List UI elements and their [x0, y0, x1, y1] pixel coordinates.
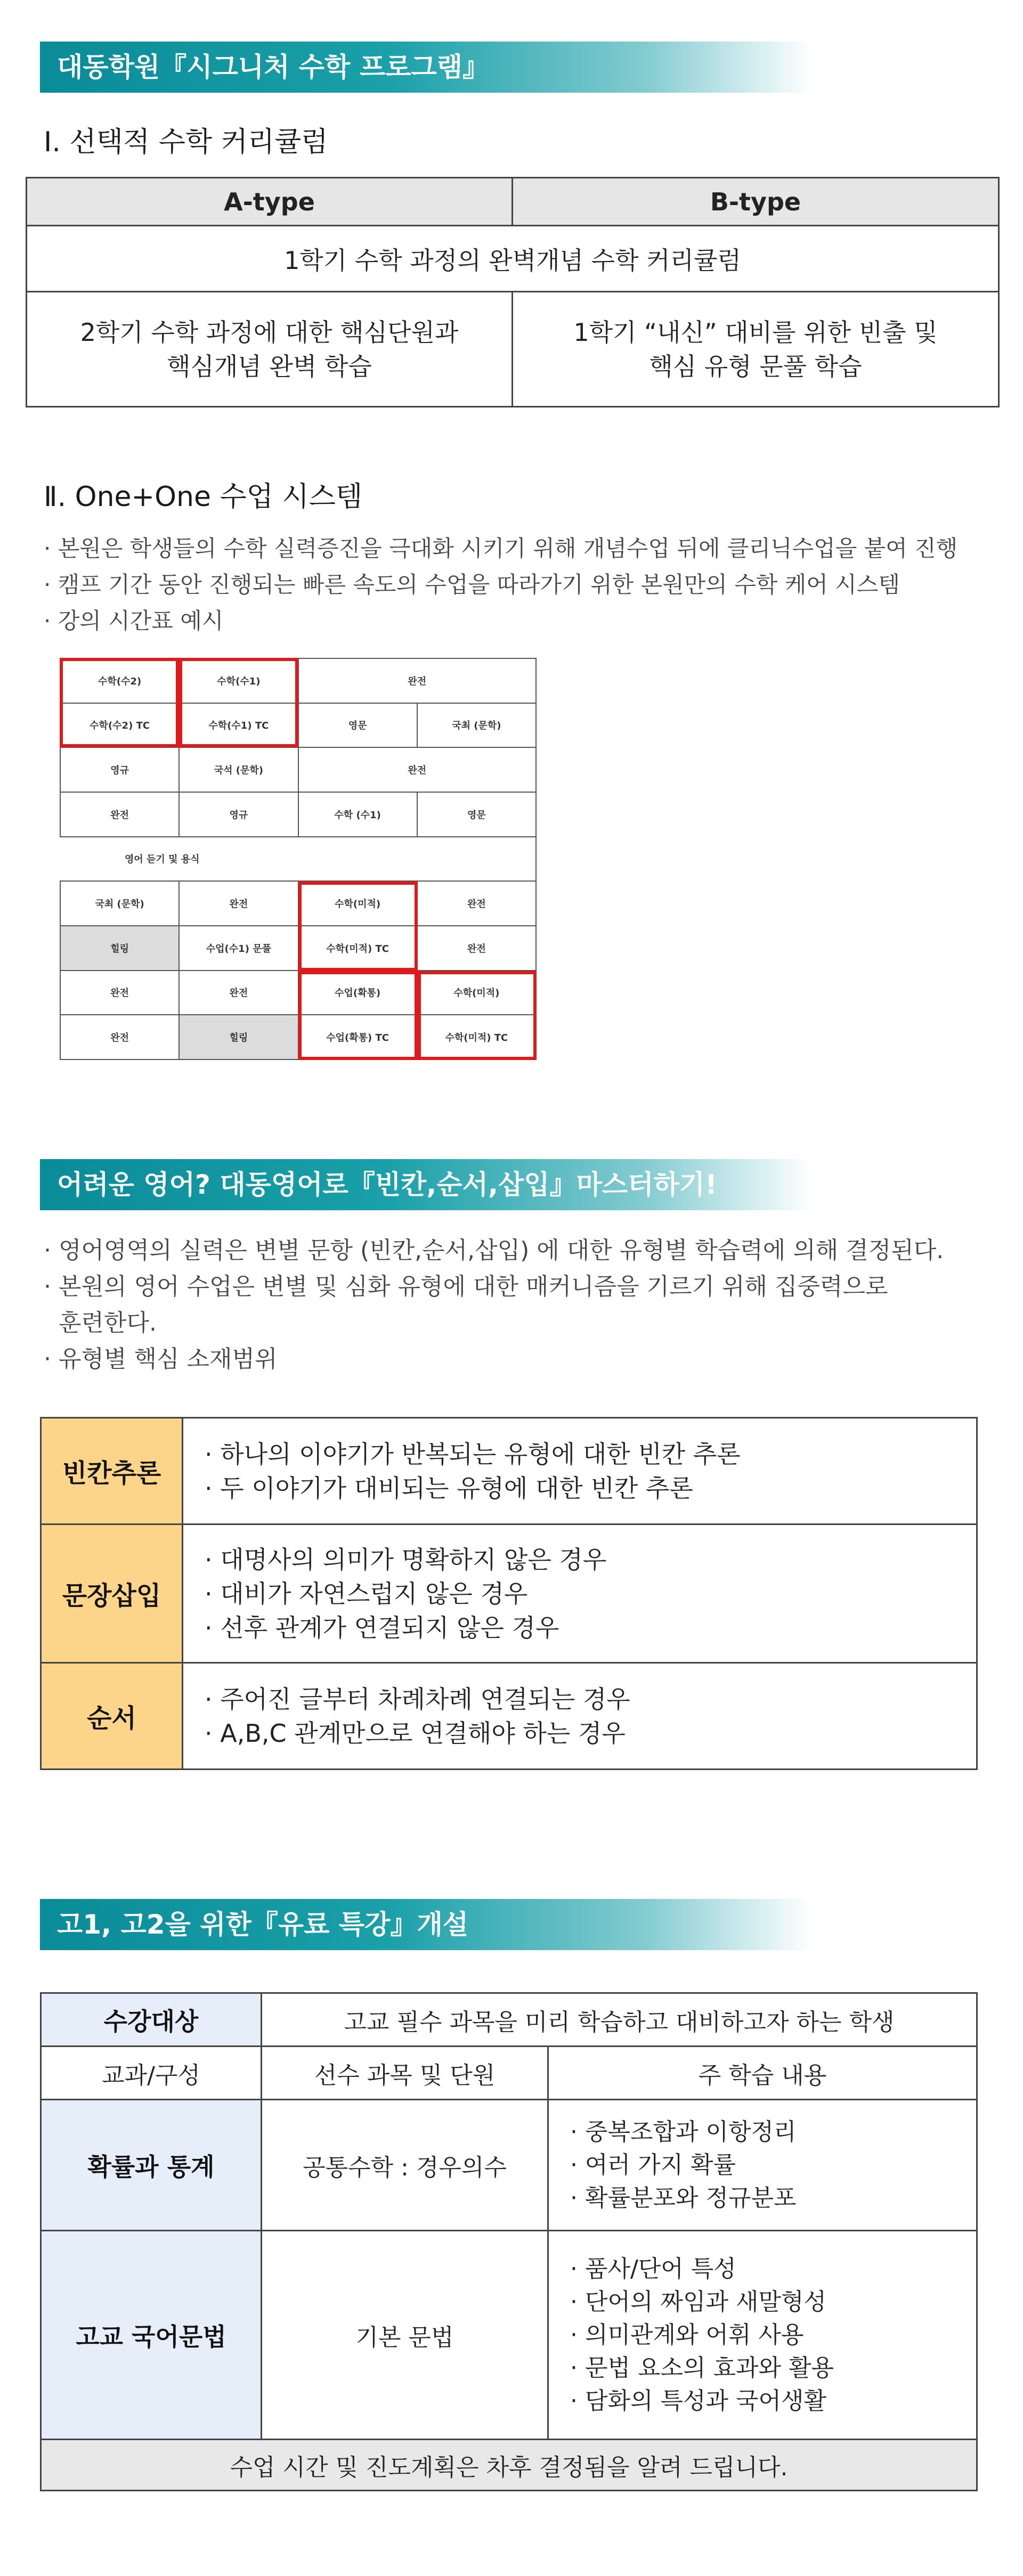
- bullet-item: · 본원의 영어 수업은 변별 및 심화 유형에 대한 매커니즘을 기르기 위해 집중력으로: [44, 1273, 888, 1300]
- b-type-content: [513, 292, 999, 407]
- schedule-cell: 힐링: [60, 926, 179, 971]
- one-plus-one-heading: Ⅱ. One+One 수업 시스템: [44, 481, 363, 513]
- type-items: [183, 1418, 977, 1525]
- list-item: · 대비가 자연스럽지 않은 경우: [205, 1579, 528, 1608]
- schedule-cell: 수학(수1) TC: [179, 703, 298, 748]
- list-item: · 중복조합과 이항정리: [570, 2118, 797, 2146]
- schedule-cell: 수학(미적): [417, 971, 536, 1015]
- list-item: · 담화의 특성과 국어생활: [570, 2387, 826, 2415]
- footer-note: 수업 시간 및 진도계획은 차후 결정됨을 알려 드립니다.: [41, 2440, 977, 2491]
- header-prereq: 선수 과목 및 단원: [262, 2047, 548, 2100]
- schedule-example: [60, 658, 537, 1060]
- course-name: 확률과 통계: [41, 2100, 262, 2231]
- schedule-cell: 수학 (수1): [298, 792, 417, 837]
- list-item: · 하나의 이야기가 반복되는 유형에 대한 빈칸 추론: [205, 1439, 741, 1469]
- list-item: · 여러 가지 확률: [570, 2151, 736, 2179]
- highlight-box: [418, 971, 537, 1060]
- schedule-cell: 국최 (문학): [417, 703, 536, 748]
- schedule-cell: 완전: [179, 881, 298, 926]
- schedule-cell: 영문: [417, 792, 536, 837]
- schedule-cell: 수학(수2): [60, 658, 179, 703]
- schedule-cell: 영어 듣기 및 용식: [60, 837, 536, 882]
- schedule-cell: 영규: [60, 747, 179, 792]
- course-name: 고교 국어문법: [41, 2231, 262, 2440]
- bullet-item: · 강의 시간표 예시: [44, 608, 224, 634]
- schedule-cell: 영규: [179, 792, 298, 837]
- highlight-box: [298, 882, 418, 971]
- a-type-content: [27, 292, 513, 407]
- target-value: 고교 필수 과목을 미리 학습하고 대비하고자 하는 학생: [262, 1993, 977, 2047]
- list-item: · 대명사의 의미가 명확하지 않은 경우: [205, 1545, 607, 1574]
- list-item: 핵심개념 완벽 학습: [167, 352, 372, 381]
- type-items: [183, 1525, 977, 1663]
- schedule-cell: 수학(수2) TC: [60, 703, 179, 748]
- highlight-box: [298, 971, 418, 1060]
- header-subject: 교과/구성: [41, 2047, 262, 2100]
- col-a-header: A-type: [27, 178, 513, 226]
- type-items: [183, 1663, 977, 1770]
- highlight-box: [60, 658, 179, 747]
- bullet-item: · 캠프 기간 동안 진행되는 빠른 속도의 수업을 따라가기 위한 본원만의 수학 케어 시스템: [44, 572, 900, 598]
- list-item: · A,B,C 관계만으로 연결해야 하는 경우: [205, 1718, 626, 1748]
- list-item: 핵심 유형 문풀 학습: [649, 352, 862, 381]
- english-bullets: [44, 1233, 944, 1377]
- schedule-cell: 힐링: [179, 1015, 298, 1059]
- target-label: 수강대상: [41, 1993, 262, 2047]
- schedule-cell: 완전: [417, 926, 536, 971]
- col-b-header: B-type: [513, 178, 999, 226]
- list-item: · 주어진 글부터 차례차례 연결되는 경우: [205, 1684, 630, 1714]
- special-lecture-table: [40, 1992, 978, 2491]
- math-program-banner: 대동학원『시그니처 수학 프로그램』: [40, 42, 813, 93]
- system-bullets: [44, 531, 957, 639]
- schedule-cell: 국최 (문학): [60, 881, 179, 926]
- schedule-cell: 완전: [298, 658, 537, 703]
- list-item: · 선후 관계가 연결되지 않은 경우: [205, 1613, 559, 1642]
- type-label: 순서: [41, 1663, 183, 1770]
- schedule-cell: 수학(미적) TC: [298, 926, 417, 971]
- schedule-cell: 국석 (문학): [179, 747, 298, 792]
- list-item: 2학기 수학 과정에 대한 핵심단원과: [80, 317, 459, 347]
- schedule-cell: 영문: [298, 703, 417, 748]
- schedule-cell: 수학(미적) TC: [417, 1015, 536, 1059]
- bullet-item: 훈련한다.: [44, 1309, 157, 1336]
- common-curriculum: 1학기 수학 과정의 완벽개념 수학 커리큘럼: [27, 226, 999, 292]
- bullet-item: · 영어영역의 실력은 변별 문항 (빈칸,순서,삽입) 에 대한 유형별 학습력에 의해 결정된다.: [44, 1237, 944, 1264]
- schedule-cell: 수업(확통): [298, 971, 417, 1015]
- list-item: · 두 이야기가 대비되는 유형에 대한 빈칸 추론: [205, 1473, 693, 1503]
- schedule-cell: 완전: [60, 971, 179, 1015]
- list-item: · 품사/단어 특성: [570, 2255, 736, 2282]
- type-label: 문장삽입: [41, 1525, 183, 1663]
- schedule-cell: 완전: [179, 971, 298, 1015]
- schedule-cell: 완전: [60, 1015, 179, 1059]
- bullet-item: · 본원은 학생들의 수학 실력증진을 극대화 시키기 위해 개념수업 뒤에 클리닉수업을 붙여 진행: [44, 535, 958, 561]
- schedule-cell: 수학(미적): [298, 881, 417, 926]
- list-item: 1학기 “내신” 대비를 위한 빈출 및: [573, 317, 938, 347]
- header-content: 주 학습 내용: [548, 2047, 977, 2100]
- schedule-cell: 완전: [298, 747, 537, 792]
- schedule-cell: 수업(확통) TC: [298, 1015, 417, 1059]
- list-item: · 확률분포와 정규분포: [570, 2184, 797, 2212]
- schedule-cell: 수학(수1): [179, 658, 298, 703]
- course-prereq: 기본 문법: [262, 2231, 548, 2440]
- list-item: · 의미관계와 어휘 사용: [570, 2321, 804, 2349]
- list-item: · 문법 요소의 효과와 활용: [570, 2354, 834, 2382]
- course-items: [548, 2231, 977, 2440]
- english-banner: 어려운 영어? 대동영어로『빈칸,순서,삽입』마스터하기!: [40, 1159, 813, 1210]
- special-lecture-banner: 고1, 고2을 위한『유료 특강』개설: [40, 1899, 813, 1950]
- type-label: 빈칸추론: [41, 1418, 183, 1525]
- course-items: [548, 2100, 977, 2231]
- schedule-cell: 완전: [417, 881, 536, 926]
- curriculum-heading: Ⅰ. 선택적 수학 커리큘럼: [44, 126, 328, 158]
- list-item: · 단어의 짜임과 새말형성: [570, 2288, 826, 2316]
- bullet-item: · 유형별 핵심 소재범위: [44, 1346, 278, 1373]
- highlight-box: [179, 658, 298, 747]
- schedule-cell: 수업(수1) 문풀: [179, 926, 298, 971]
- course-prereq: 공통수학 : 경우의수: [262, 2100, 548, 2231]
- english-types-table: [40, 1417, 978, 1770]
- curriculum-table: [26, 177, 1000, 407]
- schedule-cell: 완전: [60, 792, 179, 837]
